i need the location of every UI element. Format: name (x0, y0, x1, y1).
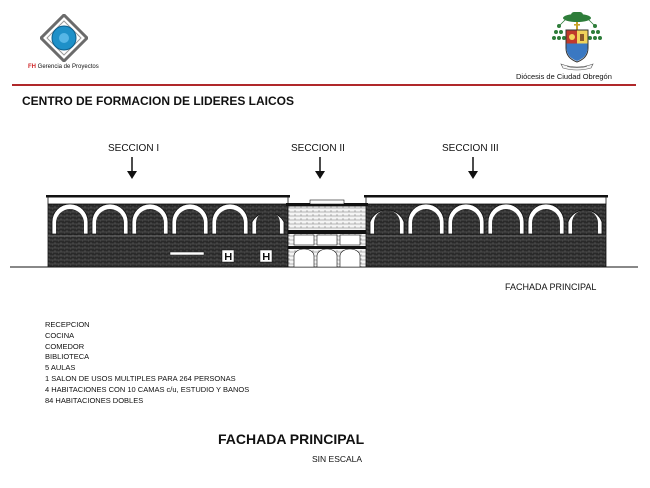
program-item: COCINA (45, 330, 75, 340)
program-item: 5 AULAS (45, 363, 76, 373)
drawing-label: FACHADA PRINCIPAL (505, 282, 597, 292)
diocese-seal-icon (545, 8, 609, 72)
fh-diamond-icon (40, 14, 88, 62)
program-list (45, 320, 249, 406)
section-label-2: SECCION II (291, 143, 345, 154)
diocese-name: Diócesis de Ciudad Obregón (516, 72, 612, 81)
document-title: CENTRO DE FORMACION DE LIDERES LAICOS (22, 94, 295, 108)
fh-logo (28, 14, 108, 76)
program-item: 84 HABITACIONES DOBLES (45, 395, 144, 405)
arrow-down-icon (127, 157, 137, 179)
arrow-down-icon (315, 157, 325, 179)
scale-note: SIN ESCALA (312, 454, 363, 464)
header-rule (12, 84, 636, 86)
footer-title: FACHADA PRINCIPAL (218, 431, 365, 447)
program-item: COMEDOR (45, 341, 85, 351)
facade-elevation-drawing (10, 190, 638, 270)
program-item: RECEPCION (45, 320, 90, 329)
section-label-1: SECCION I (108, 143, 160, 154)
program-item: 4 HABITACIONES CON 10 CAMAS c/u, ESTUDIO Y BANOS (45, 384, 250, 394)
logo-caption: FH Gerencia de Proyectos (28, 64, 99, 70)
arrow-down-icon (468, 157, 478, 179)
section-label-3: SECCION III (442, 143, 499, 154)
program-item: BIBLIOTECA (45, 352, 90, 362)
program-item: 1 SALON DE USOS MULTIPLES PARA 264 PERSONAS (45, 373, 236, 383)
